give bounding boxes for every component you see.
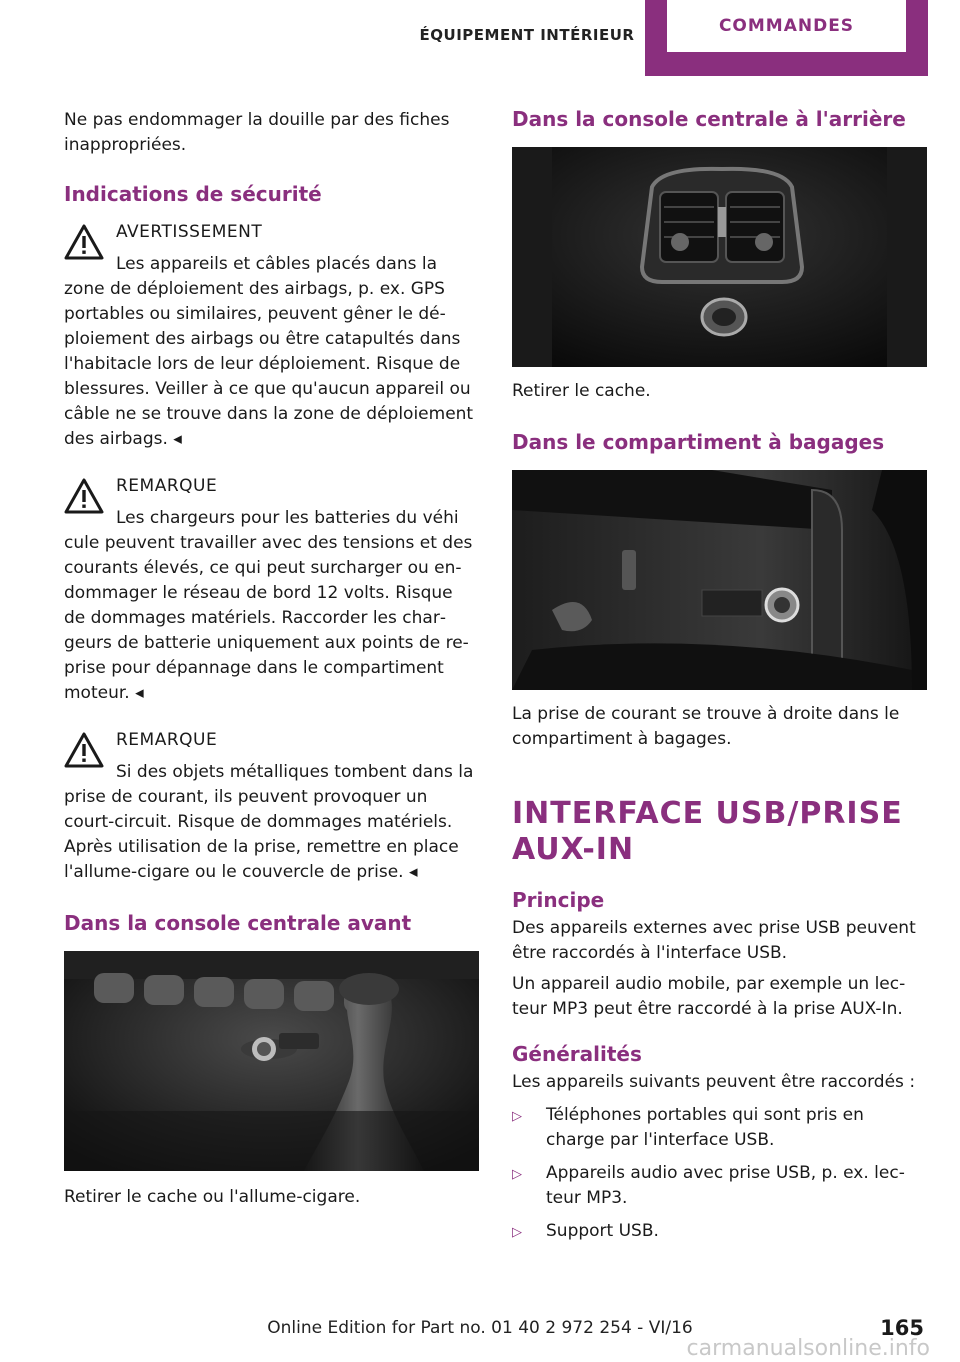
usb-section-heading: INTERFACE USB/PRISE AUX-IN [512, 796, 903, 867]
warning-triangle-icon [64, 732, 104, 768]
note-title: REMARQUE [116, 730, 218, 750]
trunk-caption: La prise de courant se trouve à droite dans le compartiment à bagages. [512, 704, 900, 749]
note-text: cule peuvent travailler avec des tensions et des courants élevés, ce qui peut surcharger ou endommager le réseau de bord 12 volts. Risque de dommages matériels. Raccorder les chargeurs de batterie uniquement aux points de reprise pour dépannage dans le compartiment moteur. ◂ [64, 533, 473, 703]
footer-edition: Online Edition for Part no. 01 40 2 972 254 - VI/16 [267, 1318, 693, 1338]
page-number: 165 [880, 1316, 924, 1340]
list-item-text: Appareils audio avec prise USB, p. ex. lecteur MP3. [546, 1163, 905, 1208]
chapter-label: COMMANDES [718, 16, 855, 36]
rear-console-heading: Dans la console centrale à l'arrière [512, 107, 906, 131]
principle-heading: Principe [512, 888, 605, 912]
triangle-bullet-icon: ▷ [512, 1167, 522, 1182]
triangle-bullet-icon: ▷ [512, 1225, 522, 1240]
front-console-heading: Dans la console centrale avant [64, 911, 412, 935]
trunk-heading: Dans le compartiment à bagages [512, 430, 885, 454]
list-item [512, 1161, 927, 1211]
safety-heading: Indications de sécurité [64, 182, 322, 206]
left-column [64, 108, 479, 1210]
note-block [64, 474, 479, 706]
list-item [512, 1103, 927, 1153]
note-block [64, 728, 479, 885]
note-text-first: Si des objets métalliques tombent dans la [116, 762, 474, 782]
rear-console-caption: Retirer le cache. [512, 381, 651, 401]
warning-text: zone de déploiement des airbags, p. ex. GPS portables ou similaires, peuvent gêner le déploiement des airbags ou être catapultés dans l'habitacle lors de leur déploiement. Risque de blessures. Veiller à ce que qu'aucun appareil ou câble ne se trouve dans la zone de déploiement des airbags. ◂ [64, 279, 474, 449]
right-column [512, 108, 927, 1245]
warning-triangle-icon [64, 478, 104, 514]
list-item [512, 1219, 927, 1245]
intro-text: Ne pas endommager la douille par des fiches inappropriées. [64, 110, 450, 155]
rear-console-photo [512, 147, 927, 367]
note-title: REMARQUE [116, 476, 218, 496]
list-item-text: Support USB. [546, 1221, 659, 1241]
triangle-bullet-icon: ▷ [512, 1109, 522, 1124]
warning-text-first: Les appareils et câbles placés dans la [116, 254, 437, 274]
general-heading: Généralités [512, 1042, 642, 1066]
front-console-caption: Retirer le cache ou l'allume-cigare. [64, 1187, 361, 1207]
principle-text: Des appareils externes avec prise USB peuvent être raccordés à l'interface USB. [512, 918, 916, 963]
list-item-text: Téléphones portables qui sont pris en charge par l'interface USB. [546, 1105, 864, 1150]
section-label: ÉQUIPEMENT INTÉRIEUR [419, 26, 635, 44]
header-chapter-tab [645, 0, 928, 76]
note-text: prise de courant, ils peuvent provoquer un court-circuit. Risque de dommages matériels. Après utilisation de la prise, remettre en place l'allume-cigare ou le couvercle de prise. ◂ [64, 787, 459, 882]
general-intro: Les appareils suivants peuvent être raccordés : [512, 1072, 916, 1092]
note-text-first: Les chargeurs pour les batteries du véhi [116, 508, 459, 528]
header-section-tab [410, 0, 644, 70]
warning-title: AVERTISSEMENT [116, 222, 263, 242]
principle-text: Un appareil audio mobile, par exemple un lecteur MP3 peut être raccordé à la prise AUX-In. [512, 974, 906, 1019]
watermark: carmanualsonline.info [686, 1336, 930, 1361]
front-console-photo [64, 951, 479, 1171]
warning-block [64, 220, 479, 452]
trunk-photo [512, 470, 927, 690]
warning-triangle-icon [64, 224, 104, 260]
